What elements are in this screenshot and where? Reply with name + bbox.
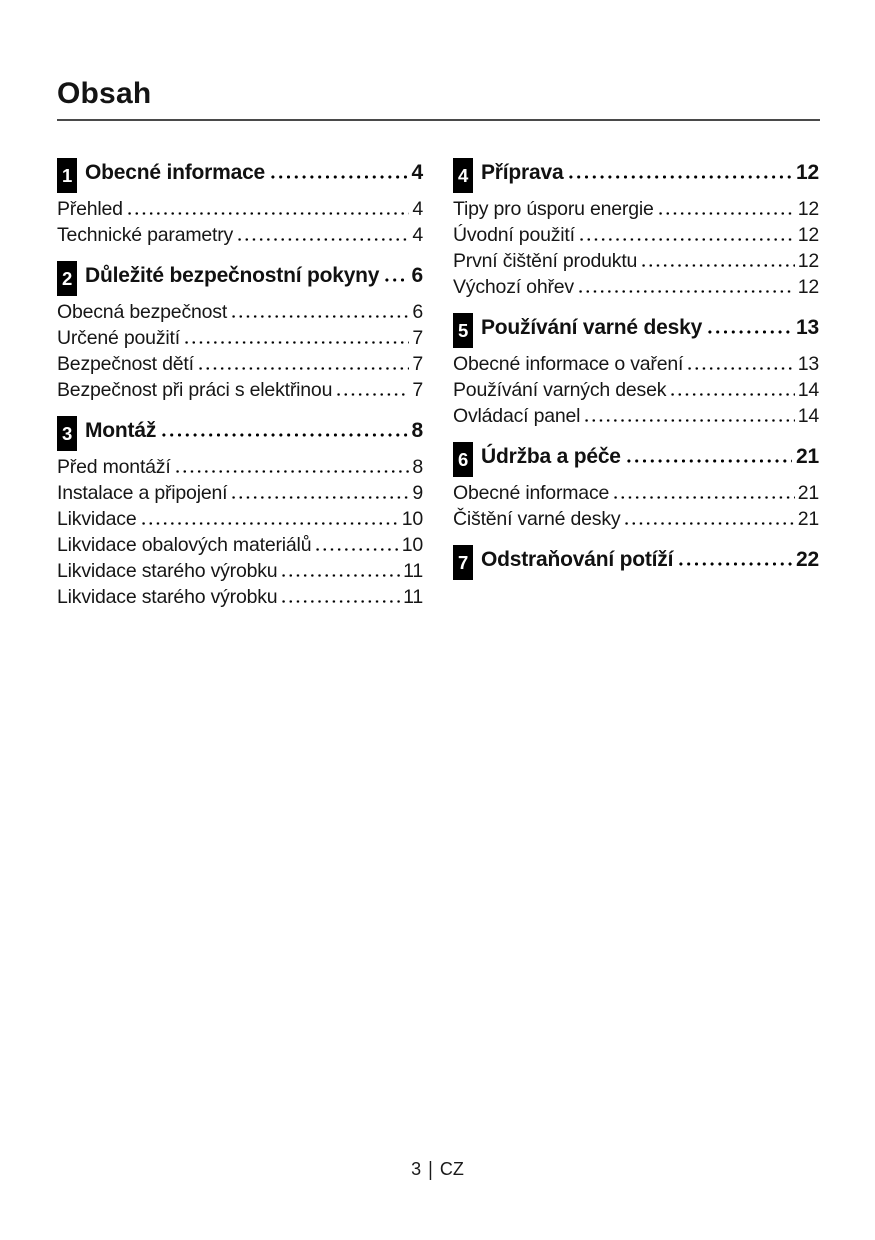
toc-entry-label: Ovládací panel — [453, 405, 581, 427]
section-page-number: 8 — [411, 419, 423, 442]
toc-entry-label: Technické parametry — [57, 224, 234, 246]
toc-entry-label: Před montáží — [57, 456, 171, 478]
toc-entry-label: Používání varných desek — [453, 379, 667, 401]
footer-language-code: CZ — [439, 1159, 464, 1179]
page-footer — [0, 1159, 875, 1180]
dot-leader — [583, 419, 794, 422]
toc-entry-page-number: 14 — [797, 405, 819, 427]
toc-entry-label: Bezpečnost při práci s elektřinou — [57, 379, 333, 401]
dot-leader — [160, 433, 407, 437]
section-title: Používání varné desky — [481, 316, 703, 339]
header-rule — [57, 119, 820, 121]
toc-section-heading — [453, 158, 819, 193]
toc-entry — [57, 377, 423, 403]
section-number-badge: 3 — [57, 416, 77, 451]
toc-section-heading — [453, 545, 819, 580]
toc-entry-label: Instalace a připojení — [57, 482, 228, 504]
toc-entry-page-number: 21 — [797, 482, 819, 504]
dot-leader — [183, 341, 409, 344]
section-number-badge: 6 — [453, 442, 473, 477]
toc-entry-page-number: 13 — [797, 353, 819, 375]
section-title: Montáž — [85, 419, 157, 442]
section-page-number: 12 — [796, 161, 819, 184]
toc-column-left — [57, 158, 423, 623]
dot-leader — [625, 459, 792, 463]
toc-entry-page-number: 10 — [401, 534, 423, 556]
dot-leader — [669, 393, 794, 396]
dot-leader — [612, 496, 795, 499]
toc-entry-page-number: 8 — [412, 456, 423, 478]
toc-section-heading — [453, 313, 819, 348]
toc-section — [57, 158, 423, 248]
toc-section — [453, 158, 819, 300]
dot-leader — [236, 238, 409, 241]
dot-leader — [174, 470, 410, 473]
toc-entry-label: Likvidace starého výrobku — [57, 560, 278, 582]
dot-leader — [280, 574, 400, 577]
section-title: Odstraňování potíží — [481, 548, 674, 571]
toc-entry-page-number: 4 — [412, 224, 423, 246]
toc-entry-page-number: 7 — [412, 379, 423, 401]
page-header — [57, 78, 820, 121]
toc-entry-page-number: 11 — [403, 560, 423, 582]
section-title: Obecné informace — [85, 161, 266, 184]
toc-entry — [453, 506, 819, 532]
section-page-number: 13 — [796, 316, 819, 339]
toc-entry — [57, 584, 423, 610]
toc-entry-label: Likvidace obalových materiálů — [57, 534, 312, 556]
dot-leader — [686, 367, 794, 370]
toc-entry — [57, 506, 423, 532]
toc-entry — [453, 274, 819, 300]
dot-leader — [577, 290, 795, 293]
section-page-number: 22 — [796, 548, 819, 571]
dot-leader — [140, 522, 399, 525]
dot-leader — [677, 562, 792, 566]
toc-entry-page-number: 6 — [412, 301, 423, 323]
dot-leader — [230, 496, 409, 499]
toc-section — [453, 313, 819, 429]
toc-entry-label: Obecná bezpečnost — [57, 301, 228, 323]
dot-leader — [578, 238, 795, 241]
section-title: Údržba a péče — [481, 445, 621, 468]
dot-leader — [280, 600, 400, 603]
toc-entry-label: Výchozí ohřev — [453, 276, 574, 298]
toc-section-heading — [453, 442, 819, 477]
toc-entry-page-number: 10 — [401, 508, 423, 530]
toc-entry — [453, 403, 819, 429]
toc-entry-page-number: 7 — [412, 353, 423, 375]
dot-leader — [706, 330, 792, 334]
toc-entry-page-number: 21 — [797, 508, 819, 530]
section-page-number: 6 — [411, 264, 423, 287]
toc-entry-label: Bezpečnost dětí — [57, 353, 194, 375]
dot-leader — [567, 175, 792, 179]
toc-section-heading — [57, 416, 423, 451]
toc-section — [57, 261, 423, 403]
footer-page-number: 3 — [411, 1159, 422, 1179]
dot-leader — [657, 212, 795, 215]
dot-leader — [230, 315, 409, 318]
toc-entry-page-number: 12 — [797, 276, 819, 298]
section-title: Příprava — [481, 161, 564, 184]
toc-entry — [57, 196, 423, 222]
toc-entry — [57, 480, 423, 506]
toc-entry-label: Určené použití — [57, 327, 180, 349]
section-number-badge: 2 — [57, 261, 77, 296]
toc-entry — [57, 351, 423, 377]
toc-entry-label: Přehled — [57, 198, 123, 220]
toc-entry-page-number: 12 — [797, 224, 819, 246]
toc-section — [453, 442, 819, 532]
dot-leader — [126, 212, 410, 215]
toc-entry-label: Obecné informace — [453, 482, 610, 504]
toc-column-right — [453, 158, 819, 623]
toc-entry-page-number: 4 — [412, 198, 423, 220]
toc-entry-label: Čištění varné desky — [453, 508, 621, 530]
toc-entry-page-number: 7 — [412, 327, 423, 349]
toc-entry — [453, 222, 819, 248]
toc-entry-label: Likvidace — [57, 508, 137, 530]
section-page-number: 4 — [411, 161, 423, 184]
toc-entry-label: Tipy pro úsporu energie — [453, 198, 654, 220]
toc-entry-page-number: 12 — [797, 250, 819, 272]
toc-entry — [453, 480, 819, 506]
section-page-number: 21 — [796, 445, 819, 468]
toc-section — [57, 416, 423, 610]
toc-entry — [453, 351, 819, 377]
section-number-badge: 7 — [453, 545, 473, 580]
section-number-badge: 5 — [453, 313, 473, 348]
dot-leader — [623, 522, 794, 525]
toc-entry-page-number: 9 — [412, 482, 423, 504]
toc-entry-page-number: 14 — [797, 379, 819, 401]
toc-section-heading — [57, 158, 423, 193]
toc-entry-label: Obecné informace o vaření — [453, 353, 684, 375]
dot-leader — [197, 367, 410, 370]
toc-entry — [57, 558, 423, 584]
toc-entry-label: Úvodní použití — [453, 224, 575, 246]
toc-entry — [453, 377, 819, 403]
toc-entry-label: Likvidace starého výrobku — [57, 586, 278, 608]
toc-entry-label: První čištění produktu — [453, 250, 638, 272]
dot-leader — [335, 393, 409, 396]
toc-entry-page-number: 12 — [797, 198, 819, 220]
footer-separator: | — [428, 1157, 433, 1181]
toc-section — [453, 545, 819, 580]
toc-entry-page-number: 11 — [403, 586, 423, 608]
section-number-badge: 4 — [453, 158, 473, 193]
dot-leader — [269, 175, 407, 179]
section-title: Důležité bezpečnostní pokyny — [85, 264, 380, 287]
page-title: Obsah — [57, 77, 152, 110]
toc-entry — [57, 532, 423, 558]
toc-entry — [57, 299, 423, 325]
dot-leader — [640, 264, 795, 267]
toc-section-heading — [57, 261, 423, 296]
toc-entry — [57, 325, 423, 351]
dot-leader — [314, 548, 398, 551]
toc-entry — [57, 454, 423, 480]
section-number-badge: 1 — [57, 158, 77, 193]
toc-entry — [453, 196, 819, 222]
toc — [57, 158, 819, 623]
toc-entry — [453, 248, 819, 274]
toc-entry — [57, 222, 423, 248]
dot-leader — [383, 278, 407, 282]
